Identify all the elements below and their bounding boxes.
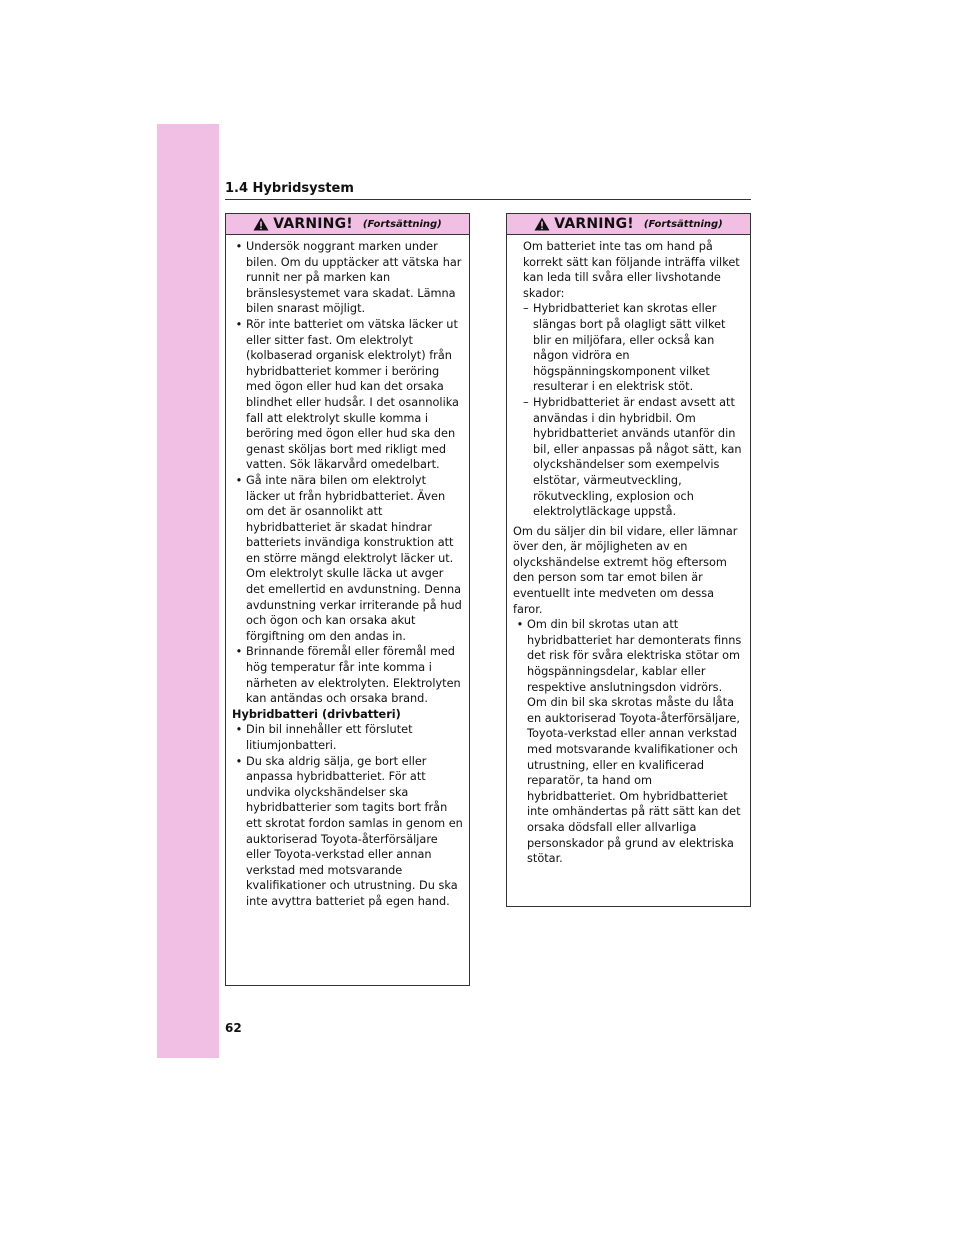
section-title: 1.4 Hybridsystem [225, 181, 354, 196]
list-item: • Du ska aldrig sälja, ge bort eller anpassa hybridbatteriet. För att undvika olyckshändelser ska hybridbatterier som tagits bort från ett skrotat fordon samlas in genom en auktoriserad Toyota-återförsäljare eller Toyota-verkstad eller annan verkstad med motsvarande kvalifikationer och utrustning. Du ska inte avyttra batteriet på egen hand. [232, 754, 463, 910]
side-tab [157, 124, 219, 1058]
warning-title: VARNING! [554, 216, 634, 232]
bullet-icon: • [235, 754, 243, 768]
warning-subtitle: (Fortsättning) [362, 218, 442, 230]
dash-item: – Hybridbatteriet kan skrotas eller slängas bort på olagligt sätt vilket blir en miljöfara, eller också kan någon vidröra en högspänningskomponent vilket resulterar i en elektrisk stöt. [523, 302, 726, 394]
warning-title: VARNING! [273, 216, 353, 232]
list-item: • Gå inte nära bilen om elektrolyt läcker ut från hybridbatteriet. Även om det är osannolikt att hybridbatteriet är skadat hindrar batteriets invändiga konstruktion att en större mängd elektrolyt läcker ut. Om elektrolyt skulle läcka ut avger det emellertid en avdunstning. Denna avdunstning verkar irriterande på hud och ögon och kan orsaka akut förgiftning om den andas in. [232, 473, 463, 645]
bullet-icon: • [235, 240, 243, 253]
bullet-icon: • [235, 645, 243, 659]
bullet-icon: • [235, 723, 243, 737]
warning-body [507, 235, 750, 867]
dash-icon: – [523, 302, 529, 316]
header-rule [225, 199, 751, 200]
list-item: • Din bil innehåller ett förslutet litiumjonbatteri. [232, 722, 463, 753]
warning-box-left [225, 213, 470, 986]
page-number: 62 [225, 1021, 242, 1035]
bullet-icon: • [516, 618, 524, 632]
warning-header [507, 214, 750, 235]
warning-box-right [506, 213, 751, 907]
warning-subtitle: (Fortsättning) [643, 218, 723, 230]
list-item: • Brinnande föremål eller föremål med hög temperatur får inte komma i närheten av elektrolyten. Elektrolyten kan antändas och orsaka brand. [232, 644, 463, 706]
dash-item: – Hybridbatteriet är endast avsett att användas i din hybridbil. Om hybridbatteriet används utanför din bil, eller anpassas på något sätt, kan olyckshändelser som exempelvis elstötar, värmeutveckling, rökutveckling, explosion och elektrolytläckage uppstå. [523, 395, 742, 519]
warning-triangle-icon [534, 217, 550, 231]
warning-header [226, 214, 469, 235]
bullet-icon: • [235, 473, 243, 487]
bullet-icon: • [235, 317, 243, 331]
list-item: • Rör inte batteriet om vätska läcker ut eller sitter fast. Om elektrolyt (kolbaserad organisk elektrolyt) från hybridbatteriet kommer i beröring med ögon eller hud kan det orsaka blindhet eller hudsår. I det osannolika fall att elektrolyt skulle komma i beröring med ögon eller hud ska den genast sköljas bort med rikligt med vatten. Sök läkarvård omedelbart. [232, 317, 463, 473]
list-item: • Undersök noggrant marken under bilen. Om du upptäcker att vätska har runnit ner på marken kan bränslesystemet vara skadat. Lämna bilen snarast möjligt. [232, 239, 463, 317]
intro-text: Om batteriet inte tas om hand på korrekt sätt kan följande inträffa vilket kan leda till svåra eller livshotande skador: [523, 240, 740, 300]
paragraph: Om du säljer din bil vidare, eller lämnar över den, är möjligheten av en olyckshändelse extremt hög eftersom den person som tar emot bilen är eventuellt inte medveten om dessa faror. [513, 524, 738, 616]
dash-icon: – [523, 395, 529, 409]
subheading: Hybridbatteri (drivbatteri) [232, 707, 401, 721]
warning-triangle-icon [253, 217, 269, 231]
warning-body [226, 235, 469, 910]
list-item: • Om din bil skrotas utan att hybridbatteriet har demonterats finns det risk för svåra elektriska stötar om högspänningsdelar, kablar eller respektive anslutningsdon vidrörs. Om din bil ska skrotas måste du låta en auktoriserad Toyota-återförsäljare, Toyota-verkstad eller annan verkstad med motsvarande kvalifikationer och utrustning, eller en kvalificerad reparatör, ta hand om hybridbatteriet. Om hybridbatteriet inte omhändertas på rätt sätt kan det orsaka dödsfall eller allvarliga personskador på grund av elektriska stötar. [513, 617, 744, 867]
